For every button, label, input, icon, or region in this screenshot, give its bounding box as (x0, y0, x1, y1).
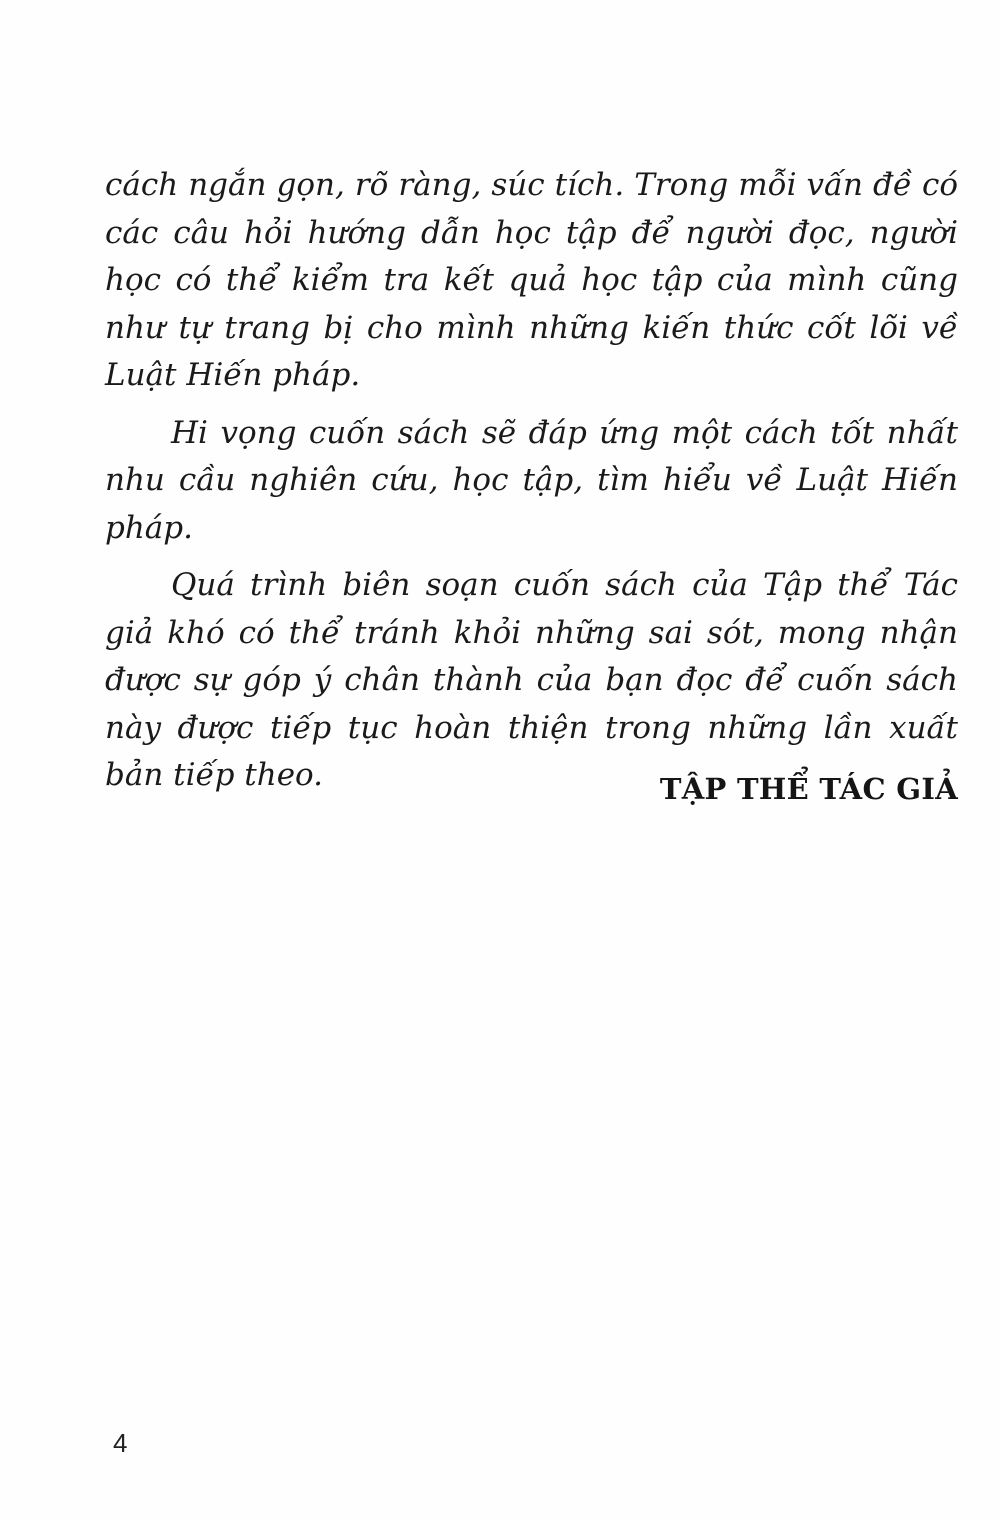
paragraph-hope: Hi vọng cuốn sách sẽ đáp ứng một cách tốt nhất nhu cầu nghiên cứu, học tập, tìm hiểu về Luật Hiến pháp. (105, 414, 958, 546)
page-number: 4 (113, 1428, 128, 1458)
body-text (105, 162, 958, 810)
author-signature: TẬP THỂ TÁC GIẢ (659, 772, 958, 806)
paragraph-continuation: cách ngắn gọn, rõ ràng, súc tích. Trong mỗi vấn đề có các câu hỏi hướng dẫn học tập để người đọc, người học có thể kiểm tra kết quả học tập của mình cũng như tự trang bị cho mình những kiến thức cốt lõi về Luật Hiến pháp. (105, 167, 958, 393)
paragraph-feedback: Quá trình biên soạn cuốn sách của Tập thể Tác giả khó có thể tránh khỏi những sai sót, mong nhận được sự góp ý chân thành của bạn đọc để cuốn sách này được tiếp tục hoàn thiện trong những lần xuất bản tiếp theo. (105, 567, 958, 793)
